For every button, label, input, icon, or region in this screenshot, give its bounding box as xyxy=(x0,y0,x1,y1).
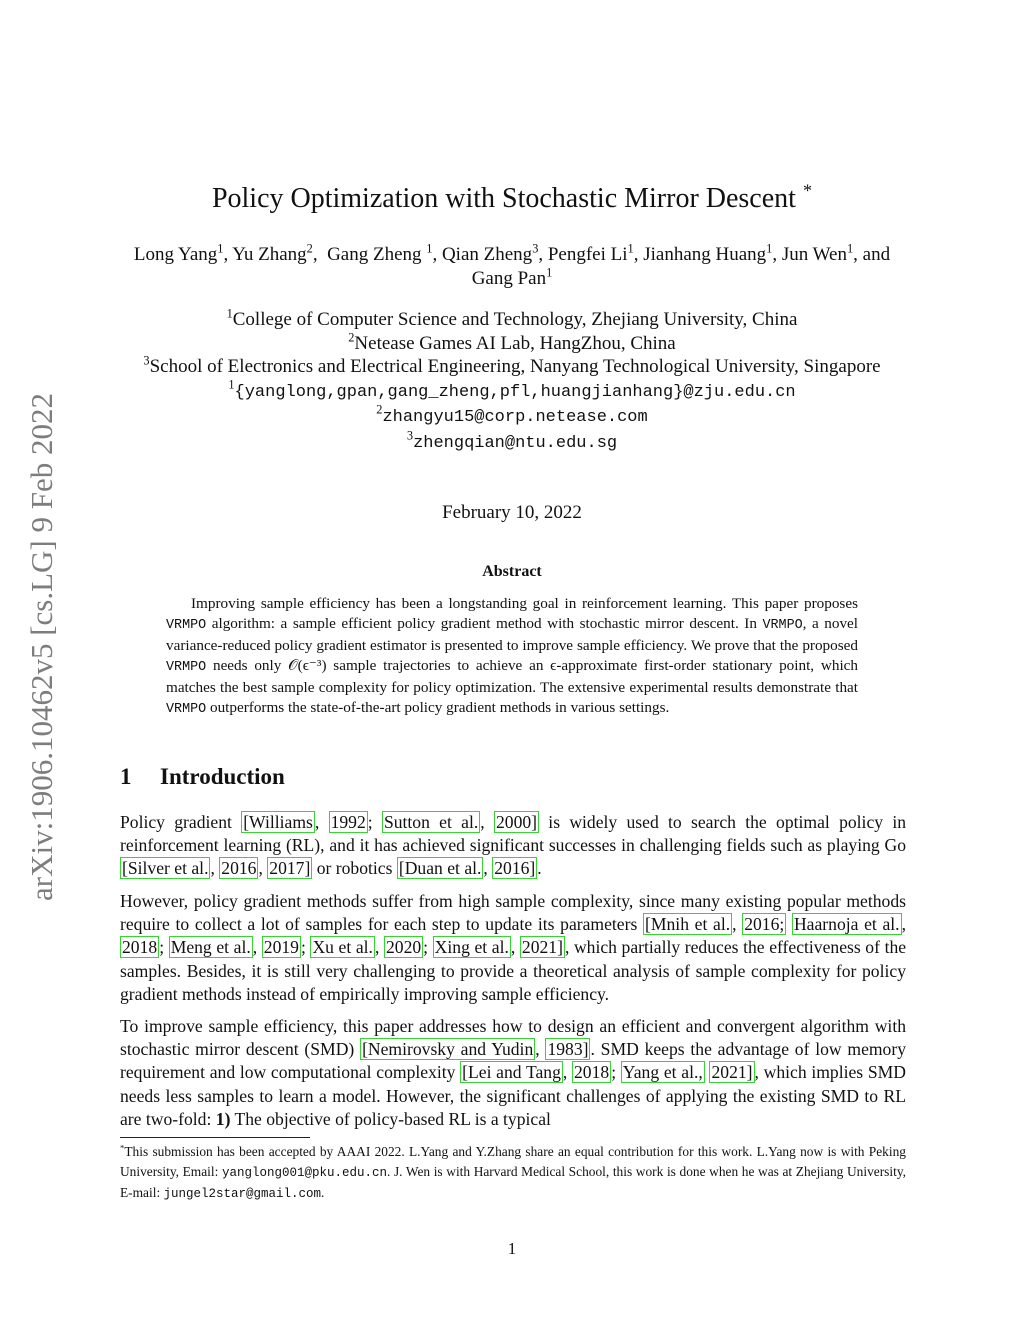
author: Gang Zheng xyxy=(327,244,422,265)
author: Long Yang xyxy=(133,244,218,265)
footnote-email[interactable]: yanglong001@pku.edu.cn xyxy=(221,1165,387,1180)
body-text: ; xyxy=(611,1062,621,1083)
author: Jun Wen xyxy=(781,244,847,265)
body-text: ; xyxy=(159,937,169,958)
abstract-text: algorithm: a sample efficient policy gradient method with stochastic mirror descent. In xyxy=(211,615,757,633)
affiliations xyxy=(120,308,904,455)
body-text: , which partially reduces the effectiveness of the samples. Besides, it is still very challenging to provide a theoretical analysis of sample complexity for policy gradient methods instead of empirically improving sample efficiency. xyxy=(120,937,907,1004)
abstract-body xyxy=(166,594,858,721)
body-text: , xyxy=(252,937,262,958)
citation-link[interactable]: 2017] xyxy=(269,858,311,879)
citation-link[interactable]: [Williams xyxy=(243,812,313,832)
author: and Gang Pan xyxy=(471,244,891,289)
email-1[interactable]: {yanglong,gpan,gang_zheng,pfl,huangjianhang}@zju.edu.cn xyxy=(234,382,796,402)
footnote-text: This submission has been accepted by AAAI 2022. L.Yang and Y.Zhang share an equal contribution for this work. L.Yang now is with Peking University, Email: xyxy=(120,1144,906,1179)
body-text: However, policy gradient methods suffer from high sample complexity, since many existing popular methods require to collect a lot of samples for each step to update its parameters xyxy=(120,891,906,935)
enumeration-marker: 1) xyxy=(215,1108,231,1129)
intro-paragraph-1 xyxy=(120,811,906,881)
author-mark: 1 xyxy=(217,241,224,256)
citation-link[interactable]: [Lei and Tang xyxy=(462,1062,561,1083)
algorithm-name: VRMPO xyxy=(166,702,207,718)
email-3[interactable]: zhengqian@ntu.edu.sg xyxy=(413,433,618,453)
author-mark: 3 xyxy=(532,241,539,256)
author: Pengfei Li xyxy=(547,244,628,265)
author: Yu Zhang xyxy=(232,244,307,265)
citation-link[interactable]: [Duan et al. xyxy=(398,858,482,879)
citation-link[interactable]: Meng et al. xyxy=(170,937,251,958)
citation-link[interactable]: 2021] xyxy=(521,937,563,958)
author-mark: 1 xyxy=(546,265,553,280)
email-line xyxy=(120,379,904,405)
body-text: To improve sample efficiency, this paper addresses how to design an efficient and convergent algorithm with stochastic mirror descent (SMD) xyxy=(120,1016,906,1060)
body-text: , xyxy=(314,812,329,832)
citation-link[interactable]: 2019 xyxy=(263,937,299,958)
citation-link[interactable]: [Nemirovsky and Yudin xyxy=(362,1039,534,1060)
author-mark: 1 xyxy=(627,241,634,256)
body-text: ; xyxy=(300,937,311,958)
body-text: Policy gradient xyxy=(120,812,242,832)
author-mark: 1 xyxy=(426,241,433,256)
author-mark: 1 xyxy=(847,241,854,256)
author-mark: 2 xyxy=(306,241,313,256)
abstract-text: sample trajectories to achieve an ϵ-approximate first-order stationary point, which matches the best sample complexity for policy optimization. The extensive experimental results demonstrate that xyxy=(166,657,858,697)
affiliation-mark: 1 xyxy=(226,306,233,321)
citation-link[interactable]: 2016 xyxy=(221,858,257,879)
citation-link[interactable]: [Mnih et al. xyxy=(645,914,731,935)
citation-link[interactable]: 1992 xyxy=(330,812,366,832)
paper-title xyxy=(120,180,904,215)
body-text: . xyxy=(537,858,542,879)
footnote-rule xyxy=(120,1137,310,1138)
footnote-mark: * xyxy=(120,1142,125,1153)
body-text: , xyxy=(732,914,743,935)
email-mark: 2 xyxy=(376,402,383,417)
citation-link[interactable]: Yang et al., xyxy=(622,1062,703,1083)
section-number: 1 xyxy=(120,764,132,789)
footnote-email[interactable]: jungel2star@gmail.com xyxy=(163,1187,322,1201)
body-text: ; xyxy=(367,812,382,832)
citation-link[interactable]: 2016] xyxy=(494,858,536,879)
section-heading xyxy=(120,764,285,790)
intro-paragraph-3 xyxy=(120,1015,906,1131)
body-text: , which implies SMD needs less samples to learn a model. However, the significant challenges of applying the existing SMD to RL are two-fold: xyxy=(120,1062,906,1129)
affiliation-mark: 3 xyxy=(143,353,150,368)
abstract-text: , a novel variance-reduced policy gradient estimator is presented to improve sample efficiency. We prove that the proposed xyxy=(166,615,859,655)
citation-link[interactable]: Xing et al. xyxy=(434,937,509,958)
page-number: 1 xyxy=(507,1239,517,1258)
email-mark: 3 xyxy=(406,428,414,443)
footnote xyxy=(120,1142,906,1205)
citation-link[interactable]: 2018 xyxy=(122,937,158,958)
citation-link[interactable]: [Silver et al. xyxy=(122,858,209,879)
arxiv-stamp: arXiv:1906.10462v5 [cs.LG] 9 Feb 2022 xyxy=(24,393,59,901)
citation-link[interactable]: Haarnoja et al. xyxy=(793,914,900,935)
body-text: , xyxy=(374,937,384,958)
citation-link[interactable]: Xu et al. xyxy=(312,937,373,958)
affiliation-1: College of Computer Science and Technology, Zhejiang University, China xyxy=(232,309,798,330)
body-text: , xyxy=(483,858,493,879)
affiliation-line xyxy=(120,308,904,332)
abstract-text: needs only xyxy=(212,657,282,675)
body-text: or robotics xyxy=(312,858,397,879)
body-text: , xyxy=(901,914,906,935)
email-line xyxy=(120,404,904,430)
abstract-text: outperforms the state-of-the-art policy gradient methods in various settings. xyxy=(209,699,670,717)
citation-link[interactable]: 2000] xyxy=(495,812,538,832)
abstract-text: Improving sample efficiency has been a longstanding goal in reinforcement learning. This paper proposes xyxy=(191,595,858,612)
algorithm-name: VRMPO xyxy=(762,618,803,634)
citation-link[interactable]: 2020 xyxy=(385,937,422,958)
affiliation-line xyxy=(120,355,904,379)
body-text: , xyxy=(258,858,268,879)
body-text: , xyxy=(480,812,494,832)
author-list: Long Yang$^1$, Yu Zhang$^2$, Gang Zheng $^1$, Qian Zheng$^3$, Pengfei Li$^1$, Jianhang Huang$^1$, Jun Wen$^1$, and Gang Pan$^1$ xyxy=(133,241,891,289)
abstract-heading: Abstract xyxy=(482,563,542,580)
intro-paragraph-2 xyxy=(120,890,906,1006)
complexity-formula: 𝒪(ϵ⁻³) xyxy=(288,657,327,675)
section-title: Introduction xyxy=(160,764,285,789)
title-text: Policy Optimization with Stochastic Mirror Descent xyxy=(211,183,796,214)
algorithm-name: VRMPO xyxy=(166,660,207,676)
citation-link[interactable]: 1983] xyxy=(547,1039,589,1060)
citation-link[interactable]: 2021] xyxy=(711,1062,753,1083)
email-2[interactable]: zhangyu15@corp.netease.com xyxy=(382,408,648,427)
author-mark: 1 xyxy=(766,241,773,256)
body-text: The objective of policy-based RL is a typical xyxy=(230,1108,551,1129)
email-line xyxy=(120,430,904,456)
affiliation-line xyxy=(120,332,904,356)
affiliation-3: School of Electronics and Electrical Engineering, Nanyang Technological University, Singapore xyxy=(149,356,881,377)
footnote-text: . xyxy=(321,1185,325,1200)
author: Jianhang Huang xyxy=(643,244,767,265)
body-text: ; xyxy=(423,937,433,958)
body-text: . SMD keeps the advantage of low memory requirement and low computational complexity xyxy=(120,1039,907,1083)
affiliation-2: Netease Games AI Lab, HangZhou, China xyxy=(354,332,676,354)
body-text: , xyxy=(210,858,220,879)
author: Qian Zheng xyxy=(441,244,533,265)
affiliation-mark: 2 xyxy=(348,330,355,345)
title-footnote-mark: * xyxy=(802,180,813,201)
body-text: , xyxy=(510,937,520,958)
body-text: is widely used to search the optimal policy in reinforcement learning (RL), and it has achieved significant successes in challenging fields such as playing Go xyxy=(120,812,907,856)
citation-link[interactable]: 2018 xyxy=(574,1062,610,1083)
footnote-text: . J. Wen is with Harvard Medical School, this work is done when he was at Zhejiang University, E-mail: xyxy=(120,1163,906,1200)
citation-link[interactable]: Sutton et al. xyxy=(383,812,479,832)
paper-date: February 10, 2022 xyxy=(442,502,582,523)
algorithm-name: VRMPO xyxy=(166,618,207,634)
citation-link[interactable]: 2016; xyxy=(744,914,785,935)
body-text: , xyxy=(562,1062,572,1083)
body-text: , xyxy=(535,1039,546,1060)
email-mark: 1 xyxy=(228,377,235,392)
